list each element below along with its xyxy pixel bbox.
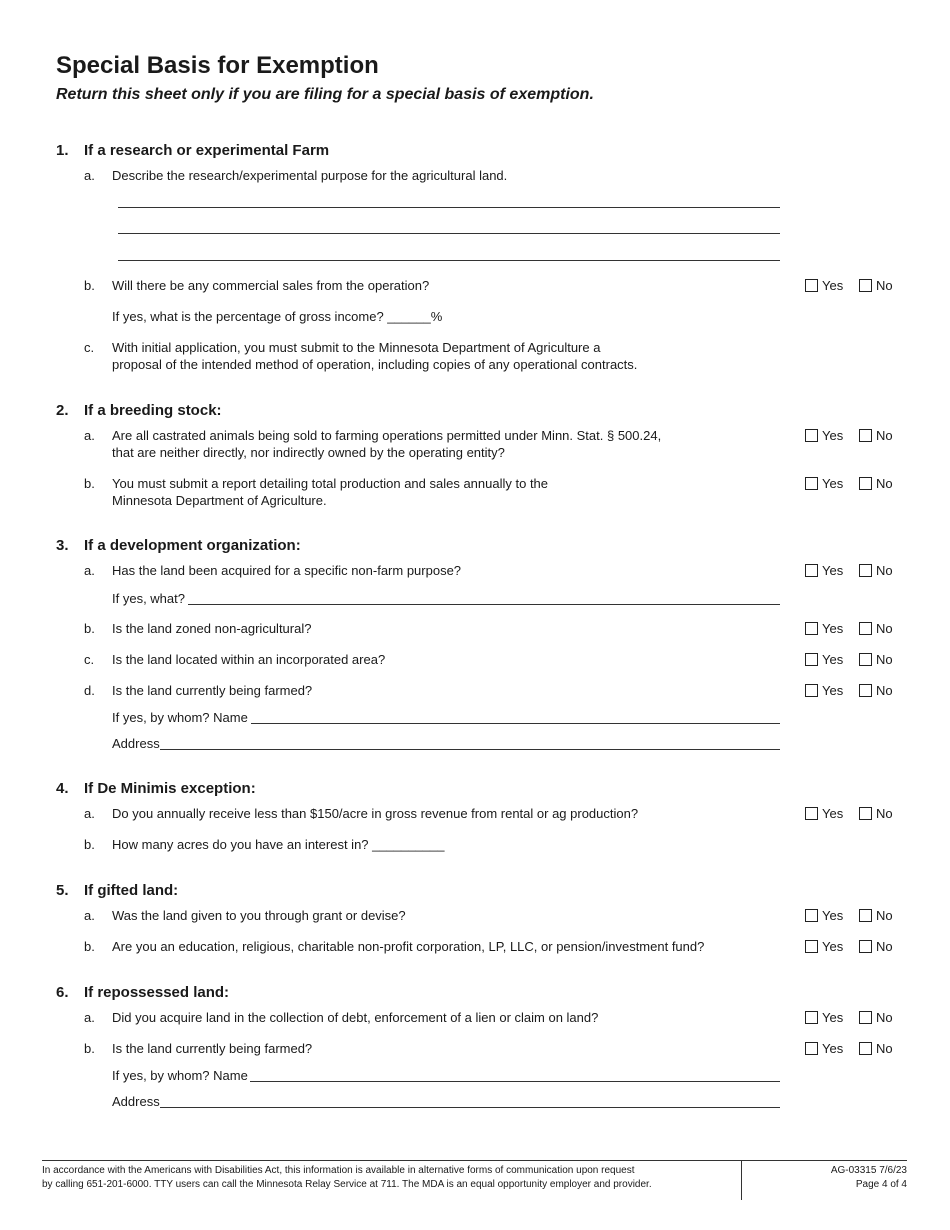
item-3d-question: Is the land currently being farmed?	[112, 683, 313, 698]
item-6a-yes-label: Yes	[822, 1010, 844, 1025]
item-3a-question: Has the land been acquired for a specific non-farm purpose?	[112, 563, 462, 578]
section-3-title: If a development organization:	[84, 537, 301, 554]
item-3a-no[interactable]	[859, 563, 893, 578]
item-5a-yes[interactable]	[805, 908, 843, 923]
item-2b-text-line-2: Minnesota Department of Agriculture.	[112, 493, 327, 508]
footer-vertical-divider	[741, 1160, 742, 1200]
item-6b-no-checkbox[interactable]	[859, 1042, 872, 1055]
item-6b-address-line[interactable]	[160, 1107, 780, 1108]
item-4b-letter: b.	[84, 837, 95, 852]
item-6a-no-checkbox[interactable]	[859, 1011, 872, 1024]
item-2a-no-checkbox[interactable]	[859, 429, 872, 442]
item-6b-yes[interactable]	[805, 1041, 843, 1056]
item-5b-yes-label: Yes	[822, 939, 844, 954]
item-6b-question: Is the land currently being farmed?	[112, 1041, 313, 1056]
item-3a-followup-line[interactable]	[188, 604, 780, 605]
item-5b-yes[interactable]	[805, 939, 843, 954]
item-5b-yes-checkbox[interactable]	[805, 940, 818, 953]
section-5-title: If gifted land:	[84, 882, 179, 899]
item-3d-no-checkbox[interactable]	[859, 684, 872, 697]
item-1b-followup[interactable]: If yes, what is the percentage of gross income? ______%	[112, 309, 443, 324]
item-6b-name-line[interactable]	[250, 1081, 780, 1082]
item-5b-no[interactable]	[859, 939, 893, 954]
item-3a-yes[interactable]	[805, 563, 843, 578]
item-5b-letter: b.	[84, 939, 95, 954]
item-6a-no-label: No	[876, 1010, 893, 1025]
item-5a-no-checkbox[interactable]	[859, 909, 872, 922]
item-3c-yes[interactable]	[805, 652, 843, 667]
item-3a-yes-label: Yes	[822, 563, 844, 578]
item-1b-yes-label: Yes	[822, 278, 844, 293]
item-2b-no[interactable]	[859, 476, 893, 491]
item-3d-address-label: Address	[112, 736, 160, 751]
item-4a-yes-checkbox[interactable]	[805, 807, 818, 820]
item-1a-letter: a.	[84, 168, 95, 183]
item-1b-yes-checkbox[interactable]	[805, 279, 818, 292]
item-3c-yes-label: Yes	[822, 652, 844, 667]
item-3d-name-line[interactable]	[251, 723, 780, 724]
page-title: Special Basis for Exemption	[56, 52, 379, 79]
item-2b-no-checkbox[interactable]	[859, 477, 872, 490]
item-6a-yes-checkbox[interactable]	[805, 1011, 818, 1024]
item-3b-yes-label: Yes	[822, 621, 844, 636]
item-3c-no-checkbox[interactable]	[859, 653, 872, 666]
footer-ada-notice	[42, 1164, 652, 1192]
item-3c-no-label: No	[876, 652, 893, 667]
footer-line-2: by calling 651-201-6000. TTY users can call the Minnesota Relay Service at 711. The MDA is an equal opportunity employer and provider.	[42, 1179, 652, 1190]
item-1b-no-label: No	[876, 278, 893, 293]
item-3c-no[interactable]	[859, 652, 893, 667]
item-6a-letter: a.	[84, 1010, 95, 1025]
section-1-title: If a research or experimental Farm	[84, 142, 330, 159]
section-4-number: 4.	[56, 780, 69, 797]
item-3c-question: Is the land located within an incorporated area?	[112, 652, 386, 667]
item-3d-no[interactable]	[859, 683, 893, 698]
item-2b-yes-label: Yes	[822, 476, 844, 491]
section-5-number: 5.	[56, 882, 69, 899]
item-1b-no-checkbox[interactable]	[859, 279, 872, 292]
item-6b-no-label: No	[876, 1041, 893, 1056]
item-3b-no-label: No	[876, 621, 893, 636]
item-2a-yes-checkbox[interactable]	[805, 429, 818, 442]
item-2a-no[interactable]	[859, 428, 893, 443]
item-3a-no-checkbox[interactable]	[859, 564, 872, 577]
footer-form-id: AG-03315 7/6/23	[830, 1165, 907, 1176]
section-4-title: If De Minimis exception:	[84, 780, 256, 797]
item-2a-question-line-2: that are neither directly, nor indirectly owned by the operating entity?	[112, 445, 505, 460]
item-3a-followup-label: If yes, what?	[112, 591, 185, 606]
item-3d-yes-label: Yes	[822, 683, 844, 698]
item-3a-yes-checkbox[interactable]	[805, 564, 818, 577]
item-4a-question: Do you annually receive less than $150/acre in gross revenue from rental or ag production?	[112, 806, 639, 821]
item-3c-letter: c.	[84, 652, 95, 667]
footer-divider	[42, 1160, 907, 1161]
item-5a-question: Was the land given to you through grant or devise?	[112, 908, 406, 923]
item-3b-letter: b.	[84, 621, 95, 636]
item-4a-no[interactable]	[859, 806, 893, 821]
item-1a-answer-line-1[interactable]	[118, 207, 780, 208]
item-3b-yes-checkbox[interactable]	[805, 622, 818, 635]
item-6a-no[interactable]	[859, 1010, 893, 1025]
item-2b-yes[interactable]	[805, 476, 843, 491]
item-5a-no-label: No	[876, 908, 893, 923]
item-2a-yes-label: Yes	[822, 428, 844, 443]
item-6b-yes-checkbox[interactable]	[805, 1042, 818, 1055]
section-6-title: If repossessed land:	[84, 984, 230, 1001]
item-3d-no-label: No	[876, 683, 893, 698]
item-6a-yes[interactable]	[805, 1010, 843, 1025]
item-5b-no-label: No	[876, 939, 893, 954]
item-5a-letter: a.	[84, 908, 95, 923]
item-2a-yes[interactable]	[805, 428, 843, 443]
item-5a-no[interactable]	[859, 908, 893, 923]
section-1-number: 1.	[56, 142, 69, 159]
section-2-title: If a breeding stock:	[84, 402, 222, 419]
item-5a-yes-label: Yes	[822, 908, 844, 923]
item-6b-yes-label: Yes	[822, 1041, 844, 1056]
item-3d-yes[interactable]	[805, 683, 843, 698]
item-6b-no[interactable]	[859, 1041, 893, 1056]
item-1a-answer-line-3[interactable]	[118, 260, 780, 261]
item-1b-no[interactable]	[859, 278, 893, 293]
item-1b-question: Will there be any commercial sales from the operation?	[112, 278, 430, 293]
item-1b-yes[interactable]	[805, 278, 843, 293]
section-6-number: 6.	[56, 984, 69, 1001]
footer-page-number: Page 4 of 4	[855, 1179, 907, 1190]
footer-line-1: In accordance with the Americans with Disabilities Act, this information is available in alternative forms of communication upon request	[42, 1165, 635, 1176]
section-2-number: 2.	[56, 402, 69, 419]
item-3d-letter: d.	[84, 683, 95, 698]
item-1c-text-line-2: proposal of the intended method of operation, including copies of any operational contracts.	[112, 357, 638, 372]
item-1a-question: Describe the research/experimental purpose for the agricultural land.	[112, 168, 508, 183]
item-6b-letter: b.	[84, 1041, 95, 1056]
item-4a-no-checkbox[interactable]	[859, 807, 872, 820]
item-3b-no-checkbox[interactable]	[859, 622, 872, 635]
item-6b-address-label: Address	[112, 1094, 160, 1109]
item-2a-no-label: No	[876, 428, 893, 443]
item-3d-name-label: If yes, by whom? Name	[112, 710, 248, 725]
item-3c-yes-checkbox[interactable]	[805, 653, 818, 666]
item-5b-no-checkbox[interactable]	[859, 940, 872, 953]
item-4a-letter: a.	[84, 806, 95, 821]
item-3a-letter: a.	[84, 563, 95, 578]
item-4b-question[interactable]: How many acres do you have an interest in? __________	[112, 837, 445, 852]
item-3d-address-line[interactable]	[160, 749, 780, 750]
page-subtitle: Return this sheet only if you are filing for a special basis of exemption.	[56, 86, 594, 103]
item-1b-letter: b.	[84, 278, 95, 293]
item-4a-yes-label: Yes	[822, 806, 844, 821]
item-3d-yes-checkbox[interactable]	[805, 684, 818, 697]
item-3b-no[interactable]	[859, 621, 893, 636]
footer-form-info	[831, 1164, 907, 1192]
item-2b-no-label: No	[876, 476, 893, 491]
item-2b-text-line-1: You must submit a report detailing total production and sales annually to the	[112, 476, 549, 491]
item-1c-letter: c.	[84, 340, 95, 355]
item-3a-no-label: No	[876, 563, 893, 578]
item-2a-question-line-1: Are all castrated animals being sold to farming operations permitted under Minn. Stat. § 500.24,	[112, 428, 662, 443]
item-1c-text-line-1: With initial application, you must submit to the Minnesota Department of Agriculture a	[112, 340, 601, 355]
item-6a-question: Did you acquire land in the collection of debt, enforcement of a lien or claim on land?	[112, 1010, 599, 1025]
item-3b-yes[interactable]	[805, 621, 843, 636]
section-3-number: 3.	[56, 537, 69, 554]
item-3b-question: Is the land zoned non-agricultural?	[112, 621, 312, 636]
item-2b-yes-checkbox[interactable]	[805, 477, 818, 490]
item-5b-question: Are you an education, religious, charitable non-profit corporation, LP, LLC, or pension/investment fund?	[112, 939, 705, 954]
item-2b-letter: b.	[84, 476, 95, 491]
item-4a-no-label: No	[876, 806, 893, 821]
item-5a-yes-checkbox[interactable]	[805, 909, 818, 922]
item-2a-letter: a.	[84, 428, 95, 443]
item-1a-answer-line-2[interactable]	[118, 233, 780, 234]
item-4a-yes[interactable]	[805, 806, 843, 821]
item-6b-name-label: If yes, by whom? Name	[112, 1068, 248, 1083]
